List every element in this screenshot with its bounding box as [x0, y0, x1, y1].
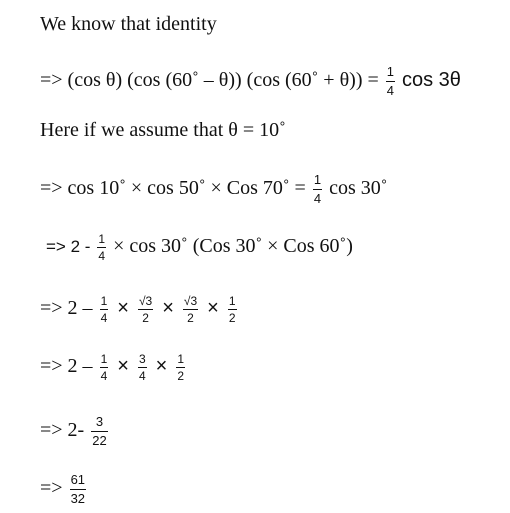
fraction-denominator: 2 [142, 311, 149, 325]
times-sign: × [155, 355, 168, 378]
fraction-numerator: 1 [313, 172, 322, 190]
fraction-numerator: 1 [100, 294, 108, 308]
step1-rhs: cos 30˚ [329, 177, 388, 200]
step3-fraction-1 [100, 294, 109, 325]
times-sign: × [117, 355, 129, 378]
step3-prefix: => 2 – [40, 297, 93, 320]
step6-fraction [70, 472, 86, 507]
fraction-denominator: 22 [92, 433, 107, 448]
intro-text: We know that identity [40, 13, 217, 35]
step5-fraction [91, 414, 107, 449]
step6-prefix: => [40, 477, 63, 500]
step2-prefix: => 2 - [46, 237, 91, 257]
step4-prefix: => 2 – [40, 355, 93, 378]
identity-rhs: cos 3θ [402, 69, 461, 92]
fraction-denominator: 32 [70, 491, 86, 506]
fraction-denominator: 2 [187, 311, 194, 325]
step2-fraction [97, 232, 106, 263]
fraction-denominator: 4 [386, 83, 394, 98]
fraction-denominator: 4 [313, 191, 322, 206]
step3-fraction-3 [183, 294, 198, 325]
fraction-numerator: √3 [183, 294, 198, 308]
times-sign: × [117, 297, 129, 320]
step4-fraction-1 [100, 352, 109, 383]
step4-fraction-3 [176, 352, 185, 383]
fraction-numerator: 1 [228, 294, 236, 308]
times-sign: × [207, 297, 219, 320]
identity-lhs: => (cos θ) (cos (60˚ – θ)) (cos (60˚ + θ)) = [40, 69, 379, 92]
step1-line [40, 172, 387, 207]
fraction-numerator: 1 [386, 64, 395, 82]
fraction-denominator: 2 [228, 311, 236, 325]
fraction-denominator: 2 [177, 369, 184, 383]
fraction-numerator: 1 [177, 352, 184, 366]
fraction-numerator: 1 [100, 352, 108, 366]
step6-line [40, 472, 88, 507]
step3-line [40, 294, 239, 325]
step4-line [40, 352, 187, 383]
fraction-numerator: 3 [91, 414, 107, 432]
fraction-denominator: 4 [100, 369, 108, 383]
fraction-denominator: 4 [100, 311, 108, 325]
step5-line [40, 414, 110, 449]
step4-fraction-2 [138, 352, 147, 383]
step3-fraction-2 [138, 294, 153, 325]
identity-fraction [386, 64, 395, 99]
step1-fraction [313, 172, 322, 207]
fraction-numerator: 3 [138, 352, 146, 366]
fraction-numerator: 61 [70, 472, 86, 490]
times-sign: × [162, 297, 174, 320]
fraction-numerator: 1 [98, 232, 106, 246]
assume-line: Here if we assume that θ = 10˚ [40, 119, 286, 141]
step5-prefix: => 2- [40, 419, 85, 442]
step3-fraction-4 [228, 294, 237, 325]
fraction-numerator: √3 [138, 294, 153, 308]
step2-line [46, 232, 353, 263]
identity-line [40, 64, 461, 99]
fraction-denominator: 4 [138, 369, 146, 383]
step2-rest: × cos 30˚ (Cos 30˚ × Cos 60˚) [113, 235, 353, 258]
step1-lhs: => cos 10˚ × cos 50˚ × Cos 70˚ = [40, 177, 306, 200]
fraction-denominator: 4 [98, 249, 106, 263]
